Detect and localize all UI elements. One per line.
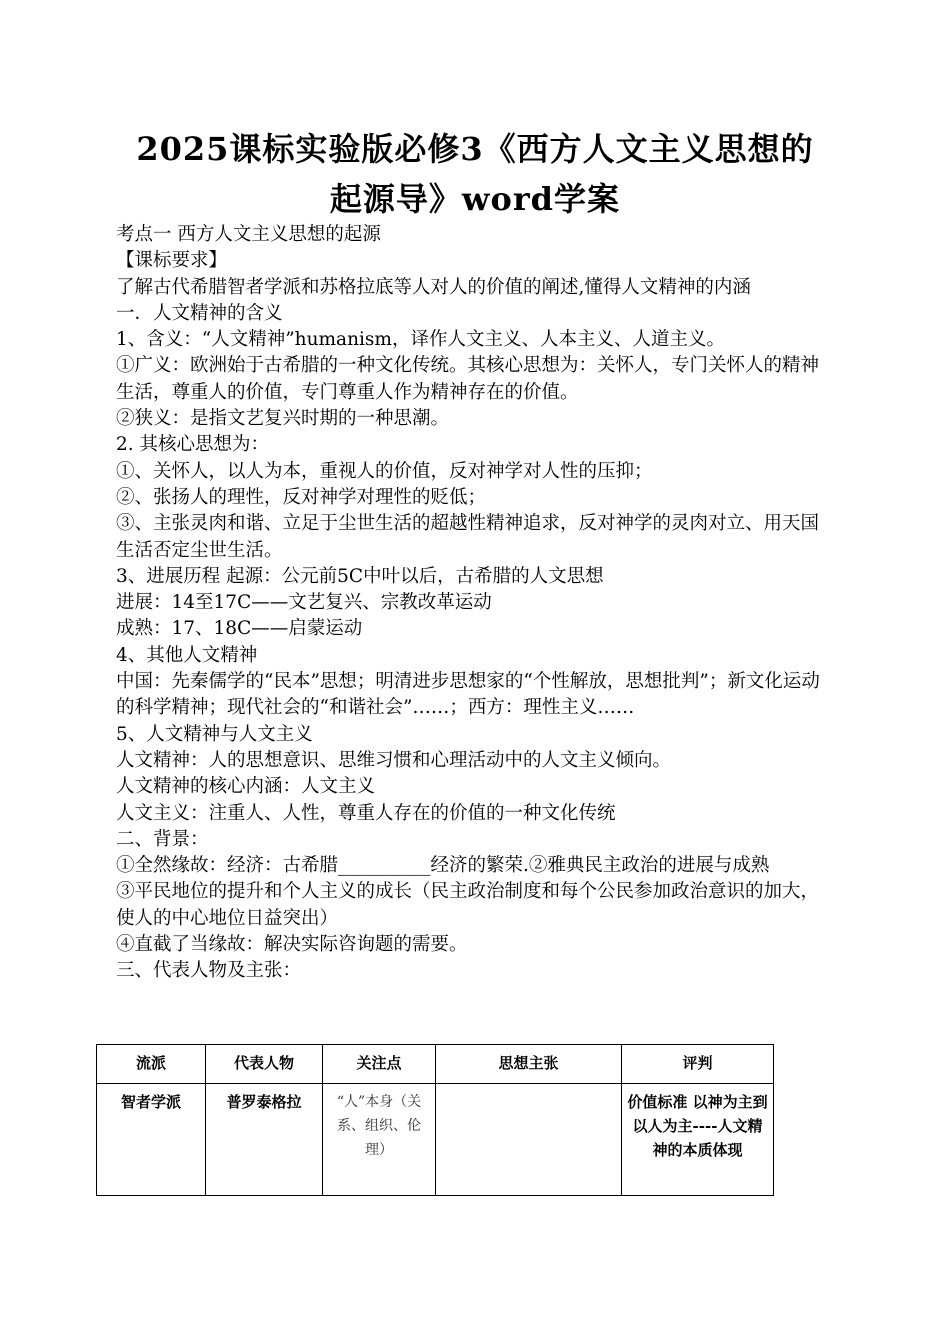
header-focus: 关注点	[323, 1045, 436, 1084]
paragraph: 二、背景：	[116, 828, 209, 850]
paragraph: 人文精神的核心内涵：人文主义	[116, 776, 376, 798]
cell-focus: “人”本身（关系、组织、伦理）	[323, 1084, 436, 1196]
header-idea: 思想主张	[436, 1045, 622, 1084]
cell-person: 普罗泰格拉	[206, 1084, 323, 1196]
paragraph: 4、其他人文精神	[116, 644, 258, 666]
paragraph: 考点一 西方人文主义思想的起源	[116, 224, 381, 245]
paragraph: 成熟：17、18C——启蒙运动	[116, 618, 363, 640]
paragraph: ①、关怀人，以人为本，重视人的价值，反对神学对人性的压抑；	[116, 460, 653, 482]
paragraph: ②狭义：是指文艺复兴时期的一种思潮。	[116, 408, 450, 430]
header-school: 流派	[97, 1045, 206, 1084]
document-title-line-2: 起源导》word学案	[329, 180, 621, 218]
paragraph: 人文精神：人的思想意识、思维习惯和心理活动中的人文主义倾向。	[116, 749, 672, 771]
paragraph: 2. 其核心思想为：	[116, 434, 270, 456]
cell-idea	[436, 1084, 622, 1196]
header-person: 代表人物	[206, 1045, 323, 1084]
paragraph: ①全然缘故：经济：古希腊__________经济的繁荣.②雅典民主政治的进展与成熟	[116, 855, 770, 877]
document-body	[116, 222, 832, 985]
paragraph: ②、张扬人的理性，反对神学对理性的贬低；	[116, 486, 487, 508]
document-title-line-1: 2025课标实验版必修3《西方人文主义思想的	[136, 130, 814, 168]
header-comment: 评判	[622, 1045, 774, 1084]
paragraph: 人文主义：注重人、人性，尊重人存在的价值的一种文化传统	[116, 802, 616, 824]
cell-school: 智者学派	[97, 1084, 206, 1196]
paragraph: ①广义：欧洲始于古希腊的一种文化传统。其核心思想为：关怀人，专门关怀人的精神生活，尊重人的价值，专门尊重人作为精神存在的价值。	[116, 355, 820, 403]
paragraph: 【课标要求】	[116, 250, 228, 272]
table-header-row	[97, 1045, 774, 1084]
table-row	[97, 1084, 774, 1196]
representatives-table	[96, 1044, 774, 1196]
paragraph: 3、进展历程 起源：公元前5C中叶以后，古希腊的人文思想	[116, 565, 604, 587]
paragraph: ③、主张灵肉和谐、立足于尘世生活的超越性精神追求，反对神学的灵肉对立、用天国生活否定尘世生活。	[116, 513, 820, 561]
paragraph: 一．人文精神的含义	[116, 302, 283, 324]
paragraph: 1、含义：“人文精神”humanism，译作人文主义、人本主义、人道主义。	[116, 329, 725, 351]
paragraph: ③平民地位的提升和个人主义的成长（民主政治制度和每个公民参加政治意识的加大，使人的中心地位日益突出）	[116, 881, 820, 929]
paragraph: 5、人文精神与人文主义	[116, 723, 313, 745]
cell-comment: 价值标准 以神为主到以人为主----人文精神的本质体现	[622, 1084, 774, 1196]
paragraph: 三、代表人物及主张：	[116, 960, 302, 982]
paragraph: 中国：先秦儒学的“民本”思想；明清进步思想家的“个性解放，思想批判”；新文化运动的科学精神；现代社会的“和谐社会”……；西方：理性主义……	[116, 671, 820, 719]
paragraph: 了解古代希腊智者学派和苏格拉底等人对人的价值的阐述,懂得人文精神的内涵	[116, 276, 751, 298]
paragraph: 进展：14至17C——文艺复兴、宗教改革运动	[116, 592, 492, 614]
paragraph: ④直截了当缘故：解决实际咨询题的需要。	[116, 934, 468, 956]
